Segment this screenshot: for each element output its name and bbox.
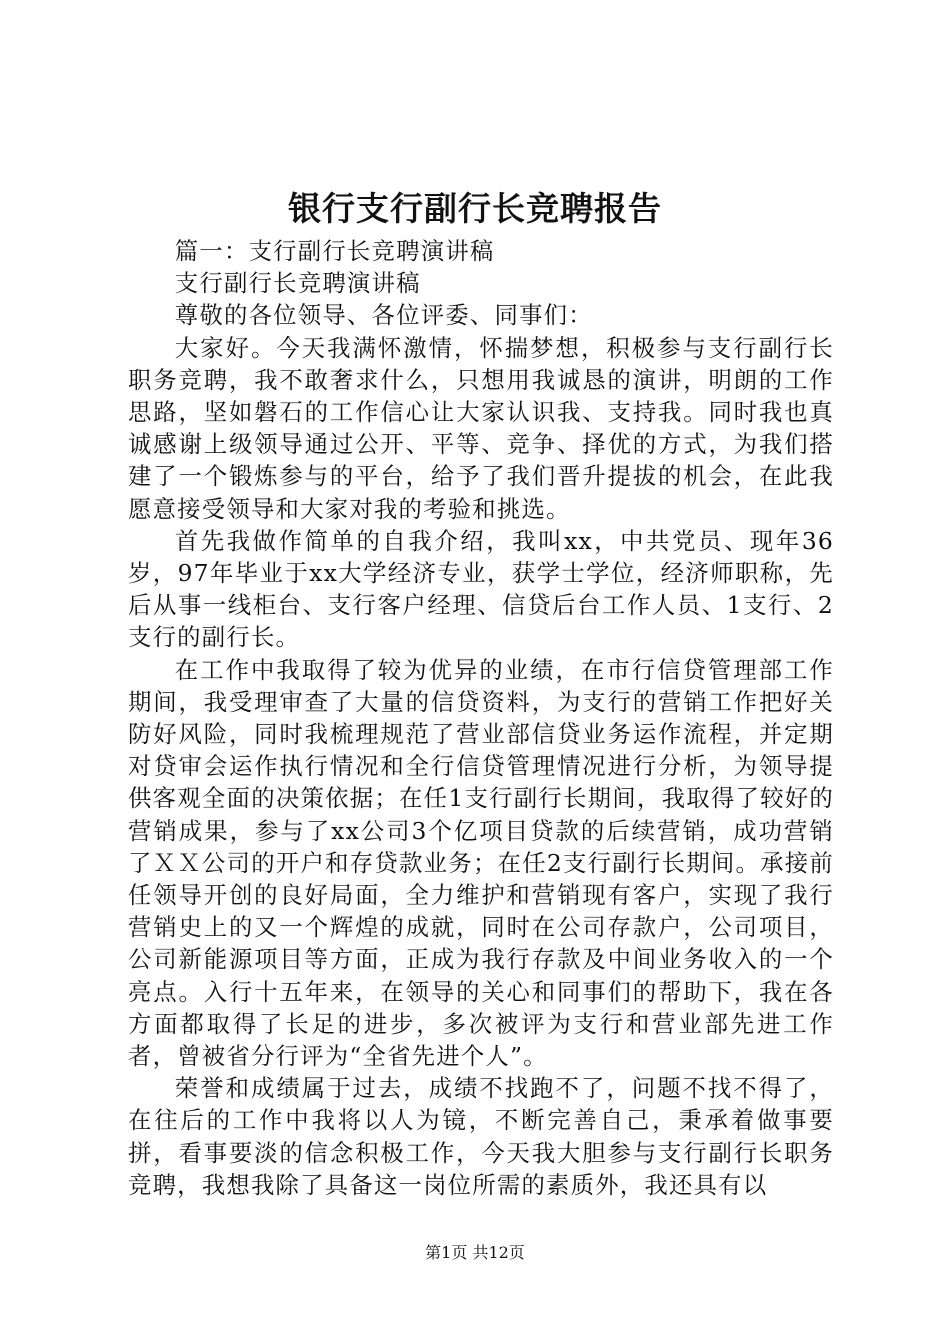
- paragraph-outlook: 荣誉和成绩属于过去，成绩不找跑不了，问题不找不得了，在往后的工作中我将以人为镜，不断完善自己，秉承着做事要拼，看事要淡的信念积极工作，今天我大胆参与支行副行长职务竞聘，我想我除了具备这一岗位所需的素质外，我还具有以: [128, 1074, 834, 1199]
- document-title: 银行支行副行长竞聘报告: [288, 189, 662, 228]
- document-body: [128, 235, 834, 1201]
- paragraph-subtitle: 支行副行长竞聘演讲稿: [174, 269, 421, 298]
- paragraph-achievements: 在工作中我取得了较为优异的业绩，在市行信贷管理部工作期间，我受理审查了大量的信贷资料，为支行的营销工作把好关防好风险，同时我梳理规范了营业部信贷业务运作流程，并定期对贷审会运作执行情况和全行信贷管理情况进行分析，为领导提供客观全面的决策依据；在任1支行副行长期间，我取得了较好的营销成果，参与了xx公司3个亿项目贷款的后续营销，成功营销了ＸＸ公司的开户和存贷款业务；在任2支行副行长期间。承接前任领导开创的良好局面，全力维护和营销现有客户，实现了我行营销史上的又一个辉煌的成就，同时在公司存款户，公司项目，公司新能源项目等方面，正成为我行存款及中间业务收入的一个亮点。入行十五年来，在领导的关心和同事们的帮助下，我在各方面都取得了长足的进步，多次被评为支行和营业部先进工作者，曾被省分行评为“全省先进个人”。: [128, 655, 834, 1071]
- paragraph-section-heading: 篇一：支行副行长竞聘演讲稿: [174, 237, 495, 265]
- page-number: 第1页 共12页: [425, 1243, 525, 1262]
- paragraph-salutation: 尊敬的各位领导、各位评委、同事们：: [174, 301, 593, 330]
- paragraph-self-introduction: 首先我做作简单的自我介绍，我叫xx，中共党员、现年36岁，97年毕业于xx大学经济专业，获学士学位，经济师职称，先后从事一线柜台、支行客户经理、信贷后台工作人员、1支行、2支行的副行长。: [128, 526, 834, 652]
- paragraph-greeting: 大家好。今天我满怀激情，怀揣梦想，积极参与支行副行长职务竞聘，我不敢奢求什么，只想用我诚恳的演讲，明朗的工作思路，坚如磐石的工作信心让大家认识我、支持我。同时我也真诚感谢上级领导通过公开、平等、竞争、择优的方式，为我们搭建了一个锻炼参与的平台，给予了我们晋升提拔的机会，在此我愿意接受领导和大家对我的考验和挑选。: [128, 333, 834, 523]
